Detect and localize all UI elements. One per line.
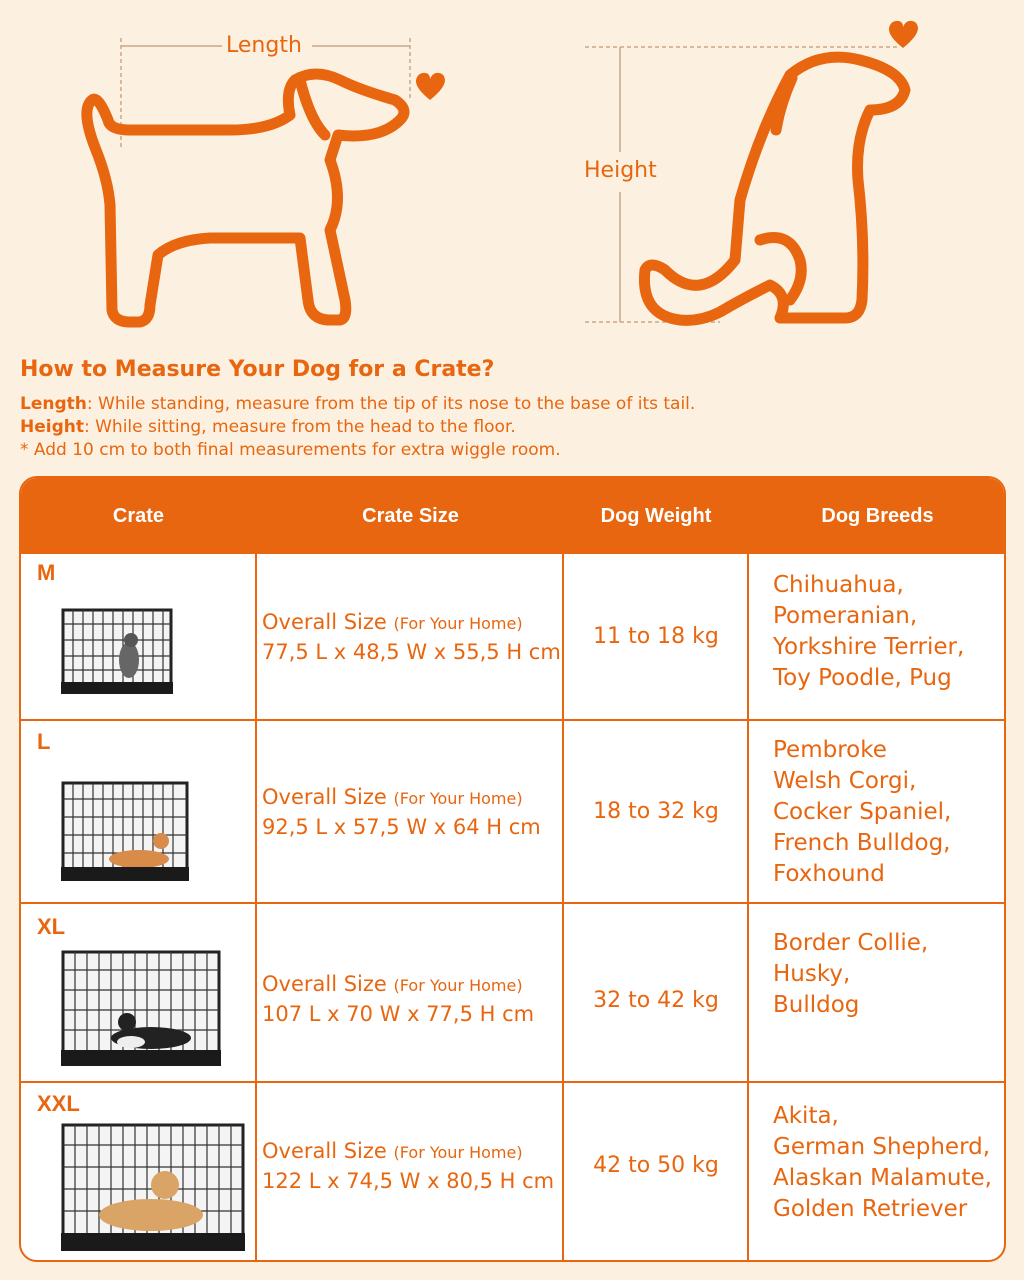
standing-dog-ear — [300, 80, 325, 135]
guide-heading: How to Measure Your Dog for a Crate? — [20, 357, 495, 382]
crate-label: XL — [37, 914, 66, 939]
breed-line: Akita, — [773, 1103, 839, 1129]
length-term: Length — [20, 394, 87, 414]
height-text: : While sitting, measure from the head to the floor. — [83, 417, 516, 437]
crate-size-cell — [262, 783, 564, 842]
breed-line: German Shepherd, — [773, 1134, 991, 1160]
crate-xxl-image — [61, 1123, 245, 1253]
breeds-cell — [773, 1101, 1006, 1225]
header-dog-breeds: Dog Breeds — [821, 504, 934, 527]
breed-line: Yorkshire Terrier, — [773, 634, 965, 660]
size-title: Overall Size — [262, 785, 387, 809]
breed-line: Cocker Spaniel, — [773, 799, 952, 825]
breed-line: Husky, — [773, 961, 851, 987]
size-title: Overall Size — [262, 1139, 387, 1163]
breeds-cell — [773, 735, 1006, 890]
crate-label: L — [37, 729, 51, 754]
crate-label: XXL — [37, 1091, 80, 1116]
header-dog-weight: Dog Weight — [600, 504, 712, 527]
table-row — [21, 904, 1004, 1081]
standing-dog-outline — [87, 74, 404, 322]
crate-l-image — [61, 781, 189, 883]
heart-icon — [889, 21, 918, 48]
breed-line: Foxhound — [773, 861, 885, 887]
breed-line: Border Collie, — [773, 930, 929, 956]
crate-size-cell — [262, 608, 564, 667]
breeds-cell — [773, 928, 1006, 1021]
size-note: (For Your Home) — [393, 976, 523, 995]
breed-line: Welsh Corgi, — [773, 768, 917, 794]
length-label: Length — [226, 33, 302, 58]
heart-icon — [416, 73, 445, 100]
crate-size-cell — [262, 1137, 564, 1196]
sitting-dog-outline — [644, 57, 905, 320]
size-title: Overall Size — [262, 972, 387, 996]
breed-line: Chihuahua, — [773, 572, 904, 598]
header-crate-size: Crate Size — [362, 504, 459, 527]
breeds-cell — [773, 570, 1006, 694]
crate-m-image — [61, 608, 173, 696]
height-instruction — [20, 419, 516, 436]
crate-label: M — [37, 560, 56, 585]
table-row — [21, 554, 1004, 719]
length-instruction — [20, 396, 695, 413]
breed-line: Golden Retriever — [773, 1196, 968, 1222]
size-note: (For Your Home) — [393, 1143, 523, 1162]
height-label: Height — [584, 158, 657, 183]
weight-cell: 42 to 50 kg — [593, 1153, 719, 1178]
size-note: (For Your Home) — [393, 614, 523, 633]
dimensions: 122 L x 74,5 W x 80,5 H cm — [262, 1169, 555, 1193]
size-note: (For Your Home) — [393, 789, 523, 808]
breed-line: Bulldog — [773, 992, 860, 1018]
breed-line: Pembroke — [773, 737, 887, 763]
dimensions: 77,5 L x 48,5 W x 55,5 H cm — [262, 640, 561, 664]
weight-cell: 18 to 32 kg — [593, 799, 719, 824]
crate-size-cell — [262, 970, 564, 1029]
header-crate: Crate — [112, 504, 165, 527]
table-header — [21, 478, 1004, 554]
weight-cell: 11 to 18 kg — [593, 624, 719, 649]
breed-line: French Bulldog, — [773, 830, 951, 856]
dog-measurement-illustration — [0, 0, 1024, 345]
dimensions: 92,5 L x 57,5 W x 64 H cm — [262, 815, 541, 839]
dimensions: 107 L x 70 W x 77,5 H cm — [262, 1002, 535, 1026]
wiggle-room-note: * Add 10 cm to both final measurements for extra wiggle room. — [20, 440, 561, 460]
table-row — [21, 1083, 1004, 1262]
table-row — [21, 721, 1004, 902]
breed-line: Pomeranian, — [773, 603, 918, 629]
size-title: Overall Size — [262, 610, 387, 634]
breed-line: Toy Poodle, Pug — [773, 665, 952, 691]
breed-line: Alaskan Malamute, — [773, 1165, 992, 1191]
height-term: Height — [20, 417, 84, 437]
length-text: : While standing, measure from the tip of its nose to the base of its tail. — [86, 394, 696, 414]
weight-cell: 32 to 42 kg — [593, 988, 719, 1013]
crate-xl-image — [61, 950, 221, 1068]
crate-size-table — [19, 476, 1006, 1262]
